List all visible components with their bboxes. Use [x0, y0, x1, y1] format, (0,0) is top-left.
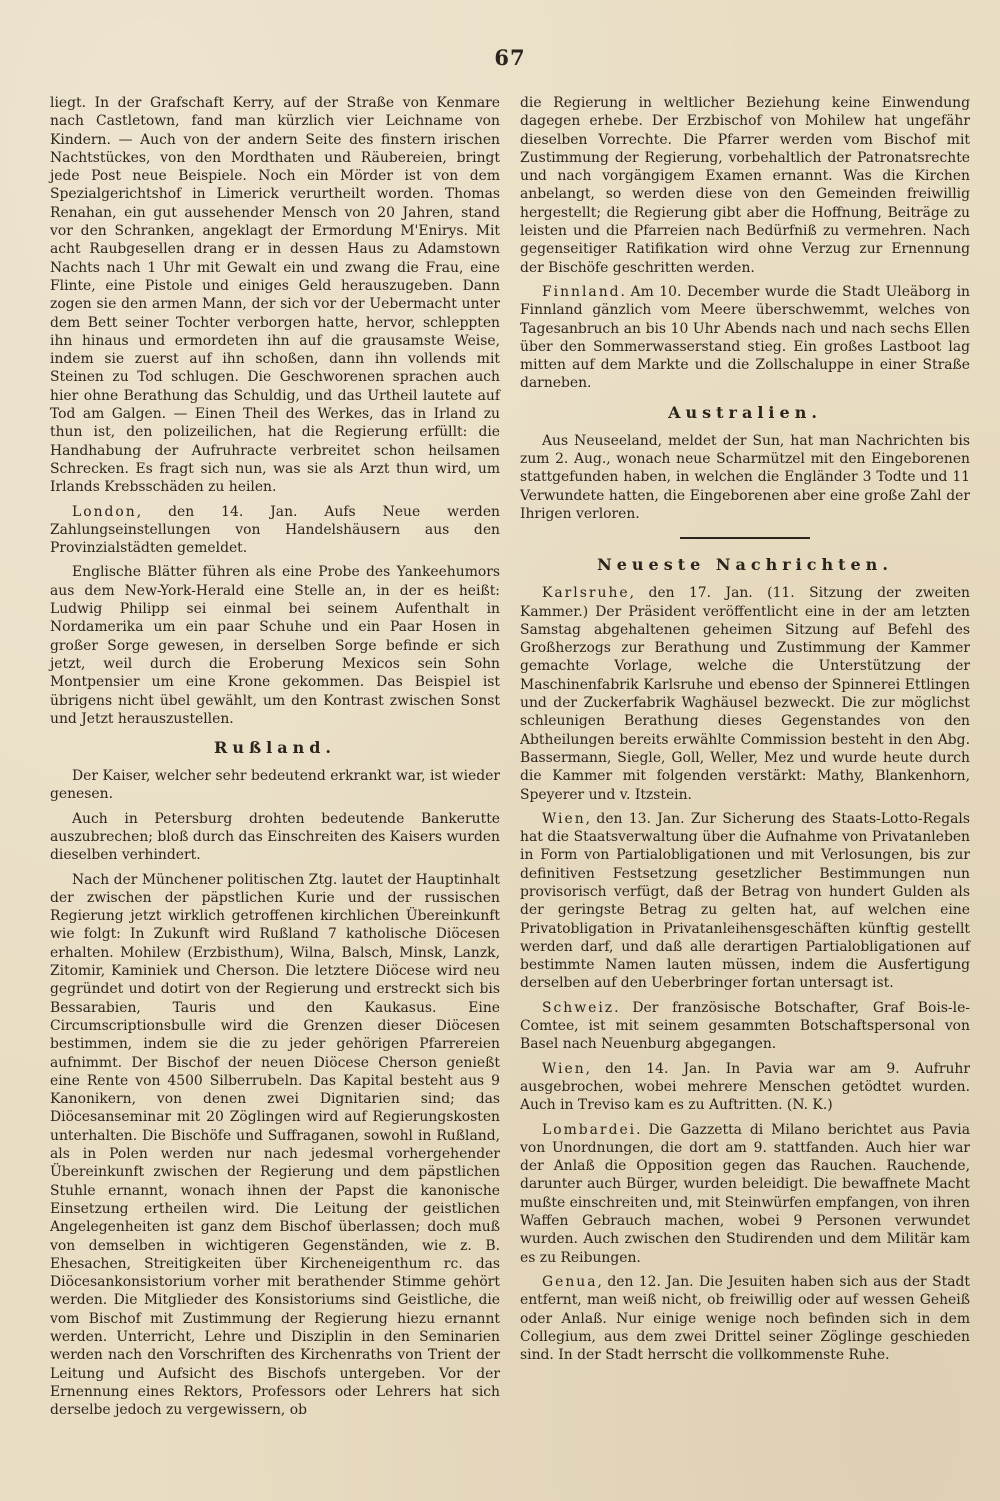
dateline-place: London: [72, 503, 137, 520]
article-paragraph: [520, 432, 970, 523]
article-paragraph: [50, 94, 500, 497]
section-rule: [680, 537, 810, 539]
paragraph-text: , den 14. Jan. In Pavia war am 9. Aufruhr ausgebrochen, wobei mehrere Menschen getödtet wurden. Auch in Treviso kam es zu Auftritten. (N. K.): [520, 1060, 970, 1114]
article-paragraph: [520, 810, 970, 993]
section-heading: Australien.: [668, 402, 822, 422]
dateline-place: Wien: [542, 810, 586, 827]
section-heading: Neueste Nachrichten.: [597, 555, 893, 575]
paragraph-text: Englische Blätter führen als eine Probe des Yankeehumors aus dem New-York-Herald eine Stelle an, in der es heißt: Ludwig Philipp sei einmal bei seinem Aufenthalt in Nordamerika um ein paar Schuhe und ein Paar Hosen in großer Sorge gewesen, in derselben Sorge befinde er sich jetzt, weil durch die Eroberung Mexicos sein Sohn Montpensier um eine Krone gekommen. Das Beispiel ist übrigens nicht übel gewählt, um den Kontrast zwischen Sonst und Jetzt herauszustellen.: [50, 564, 500, 727]
dateline-place: Genua: [542, 1273, 598, 1290]
paragraph-text: liegt. In der Grafschaft Kerry, auf der Straße von Kenmare nach Castletown, fand man kürzlich vier Leichname von Kindern. — Auch von der andern Seite des finstern irischen Nachtstückes, von den Mordthaten und Räubereien, bringt jede Post neue Beispiele. Noch ein Mörder ist von dem Spezialgerichtshof in Limerick verurtheilt worden. Thomas Renahan, ein gut aussehender Mensch von 20 Jahren, stand vor den Schranken, angeklagt der Ermordung M'Enirys. Mit acht Raubgesellen drang er in dessen Haus zu Adamstown Nachts nach 1 Uhr mit Gewalt ein und zwang die Frau, eine Flinte, eine Pistole und einiges Geld herauszugeben. Dann zogen sie den armen Mann, der sich vor der Uebermacht unter dem Bett seiner Tochter verborgen hatte, hervor, schleppten ihn hinaus und ermordeten ihn auf die grausamste Weise, indem sie zuerst auf ihn schoßen, dann ihn vollends mit Steinen zu Tod schlugen. Die Geschworenen sprachen auch hier ohne Berathung das Schuldig, und das Urtheil lautete auf Tod am Galgen. — Einen Theil des Werkes, das in Irland zu thun ist, den polizeilichen, hat die Regierung erfüllt: die Handhabung der Aufruhracte verbreitet schon heilsamen Schrecken. Es fragt sich nun, was sie als Arzt thun wird, um Irlands Krebsschäden zu heilen.: [50, 95, 500, 496]
dateline-place: Lombardei: [542, 1121, 637, 1138]
paragraph-text: Aus Neuseeland, meldet der Sun, hat man Nachrichten bis zum 2. Aug., wonach neue Scharmützel mit den Eingeborenen stattgefunden haben, in welchen die Engländer 3 Todte und 11 Verwundete hatten, die Eingeborenen aber eine große Zahl der Ihrigen verloren.: [520, 432, 970, 522]
article-paragraph: [520, 1273, 970, 1364]
paragraph-text: Der Kaiser, welcher sehr bedeutend erkrankt war, ist wieder genesen.: [50, 768, 500, 803]
article-paragraph: [520, 584, 970, 804]
dateline-place: Finnland: [542, 283, 621, 300]
article-paragraph: [520, 94, 970, 277]
article-paragraph: [520, 1121, 970, 1267]
article-paragraph: [520, 999, 970, 1054]
paragraph-text: , den 17. Jan. (11. Sitzung der zweiten Kammer.) Der Präsident veröffentlicht eine in der am letzten Samstag abgehaltenen geheimen Sitzung auf Befehl des Großherzogs zur Berathung und Zustimmung der Kammer gemachte Vorlage, welche die Unterstützung der Maschinenfabrik Karlsruhe und ebenso der Spinnerei Ettlingen und der Zuckerfabrik Waghäusel bezweckt. Die zur möglichst schleunigen Berathung dieses Gegenstandes von den Abtheilungen bereits erwählte Commission besteht in den Abg. Bassermann, Siegle, Goll, Weller, Mez und wurde heute durch die Kammer mit folgenden verstärkt: Mathy, Blankenhorn, Speyerer und v. Itzstein.: [520, 585, 970, 803]
article-paragraph: [520, 283, 970, 393]
paragraph-text: , den 14. Jan. Aufs Neue werden Zahlungseinstellungen von Handelshäusern aus den Provinzialstädten gemeldet.: [50, 503, 500, 557]
paragraph-text: , den 13. Jan. Zur Sicherung des Staats-Lotto-Regals hat die Staatsverwaltung über die Aufnahme von Privatanleben in Form von Partialobligationen und mit Verlosungen, bis zur definitiven Festsetzung gesetzlicher Bestimmungen nun provisorisch verfügt, daß der Betrag von hundert Gulden als der geringste Betrag zu gelten hat, auf welchen eine Privatobligation in Privatanleihensgeschäften künftig gestellt werden darf, und daß alle derartigen Partialobligationen auf bestimmte Namen lauten müssen, indem die Ausfertigung derselben auf den Ueberbringer fortan untersagt ist.: [520, 810, 970, 992]
paragraph-text: . Die Gazzetta di Milano berichtet aus Pavia von Unordnungen, die dort am 9. stattfanden. Auch hier war der Anlaß die Opposition gegen das Rauchen. Rauchende, darunter auch Bürger, wurden beleidigt. Die bewaffnete Macht mußte einschreiten und, mit Steinwürfen empfangen, von ihren Waffen Gebrauch machen, wobei 9 Personen verwundet wurden. Auch zwischen den Studirenden und dem Militär kam es zu Reibungen.: [520, 1121, 970, 1266]
dateline-place: Karlsruhe: [542, 585, 630, 602]
page-number: 67: [494, 45, 526, 70]
paragraph-text: Auch in Petersburg drohten bedeutende Bankerutte auszubrechen; bloß durch das Einschreiten des Kaisers wurden dieselben verhindert.: [50, 810, 500, 864]
paragraph-text: die Regierung in weltlicher Beziehung keine Einwendung dagegen erhebe. Der Erzbischof von Mohilew hat ungefähr dieselben Vorrechte. Die Pfarrer werden vom Bischof mit Zustimmung der Regierung, vorbehaltlich der Patronatsrechte und nach vorgängigem Examen ernannt. Was die Kirchen anbelangt, so werden diese von den Gemeinden freiwillig hergestellt; die Regierung gibt aber die Hoffnung, Beiträge zu leisten und die Pfarreien nach Bedürfniß zu vermehren. Nach gegenseitiger Ratifikation wird ohne Verzug zur Ernennung der Bischöfe geschritten werden.: [520, 95, 970, 276]
article-paragraph: [50, 767, 500, 804]
article-paragraph: [50, 810, 500, 865]
article-paragraph: [50, 563, 500, 728]
columns: [50, 94, 970, 1425]
article-paragraph: [50, 871, 500, 1420]
left-column: [50, 94, 500, 1425]
section-heading: Rußland.: [214, 738, 336, 758]
paragraph-text: . Am 10. December wurde die Stadt Uleäborg in Finnland gänzlich vom Meere überschwemmt, welches von Tagesanbruch an bis 10 Uhr Abends nach und nach sechs Ellen über den Sommerwasserstand stieg. Ein großes Lastboot lag mitten auf dem Markte und die Zollschaluppe in einer Straße darneben.: [520, 283, 970, 392]
article-paragraph: [50, 503, 500, 558]
paragraph-text: , den 12. Jan. Die Jesuiten haben sich aus der Stadt entfernt, man weiß nicht, ob freiwillig oder auf wessen Geheiß oder Anlaß. Nur einige wenige noch befinden sich in dem Collegium, aus dem zwei Drittel seiner Zöglinge geschieden sind. In der Stadt herrscht die vollkommenste Ruhe.: [520, 1273, 970, 1364]
article-paragraph: [520, 1060, 970, 1115]
dateline-place: Schweiz: [542, 999, 615, 1016]
paragraph-text: . Der französische Botschafter, Graf Bois-le-Comtee, ist mit seinem gesammten Botschaftspersonal von Basel nach Neuenburg abgegangen.: [520, 999, 970, 1053]
dateline-place: Wien: [542, 1060, 586, 1077]
right-column: [520, 94, 970, 1370]
paragraph-text: Nach der Münchener politischen Ztg. lautet der Hauptinhalt der zwischen der päpstlichen Kurie und der russischen Regierung jetzt wirklich getroffenen kirchlichen Übereinkunft wie folgt: In Zukunft wird Rußland 7 katholische Diöcesen erhalten. Mohilew (Erzbisthum), Wilna, Balsch, Minsk, Lanzk, Zitomir, Kaminiek und Cherson. Die letztere Diöcese wird neu gegründet und dotirt von der Regierung und erstreckt sich bis Bessarabien, Tauris und den Kaukasus. Eine Circumscriptionsbulle wird die Grenzen dieser Diöcesen bestimmen, indem sie die zu jeder gehörigen Pfarrereien aufnimmt. Der Bischof der neuen Diöcese Cherson genießt eine Rente von 4500 Silberrubeln. Das Kapital besteht aus 9 Kanonikern, von denen zwei Dignitarien sind; das Diöcesanseminar mit 20 Zöglingen wird auf Regierungskosten unterhalten. Die Bischöfe und Suffraganen, sowohl in Rußland, als in Polen werden nur nach jedesmal vorhergehender Übereinkunft zwischen der Regierung und dem päpstlichen Stuhle ernannt, wonach ihnen der Papst die kanonische Einsetzung ertheilen wird. Die Leitung der geistlichen Angelegenheiten ist ganz dem Bischof überlassen; doch muß von demselben in wichtigeren Gegenständen, wie z. B. Ehesachen, Streitigkeiten über Kircheneigenthum rc. das Diöcesankonsistorium vorher mit berathender Stimme gehört werden. Die Mitglieder des Konsistoriums sind Geistliche, die vom Bischof mit Zustimmung der Regierung hiezu ernannt werden. Unterricht, Lehre und Disziplin in den Seminarien werden nach den Vorschriften des Kirchenraths von Trient der Leitung und Aufsicht des Bischofs untergeben. Vor der Ernennung eines Rektors, Professors oder Lehrers hat sich derselbe jedoch zu vergewissern, ob: [50, 871, 500, 1419]
